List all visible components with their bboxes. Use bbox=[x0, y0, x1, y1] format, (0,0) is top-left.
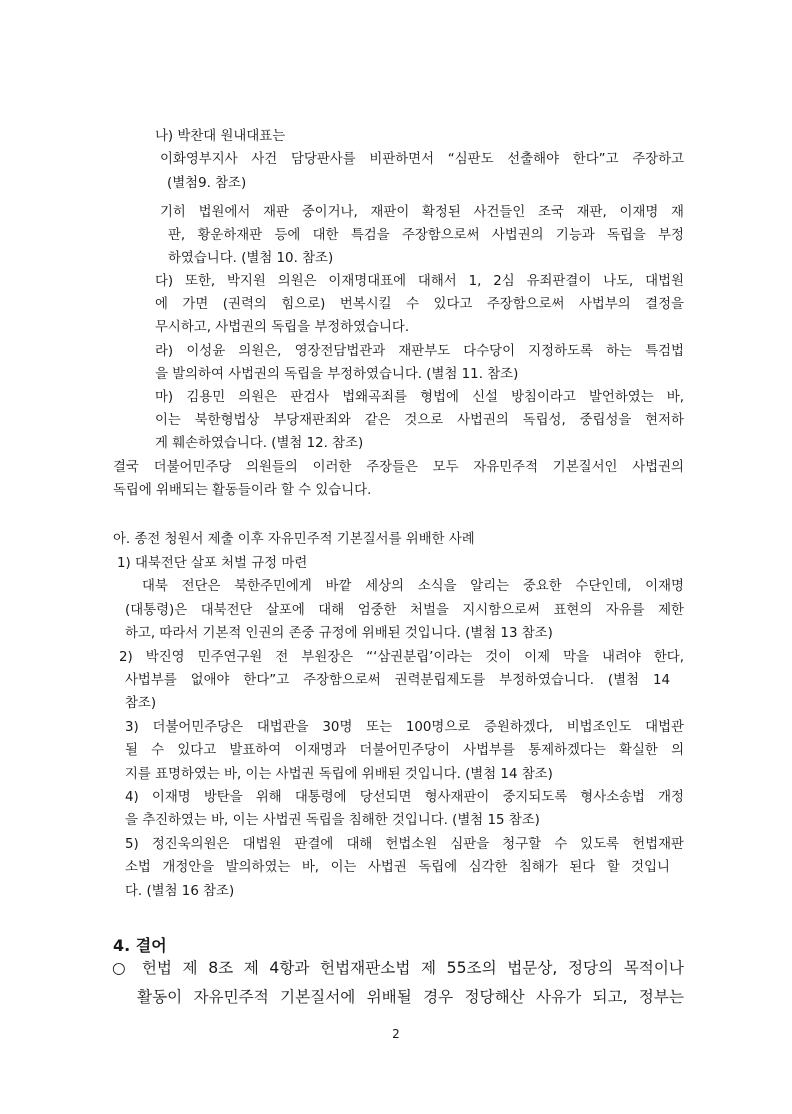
paragraph-line: 나) 박찬대 원내대표는 bbox=[155, 129, 286, 144]
paragraph-line: 5) 정진욱의원은 대법원 판결에 대해 헌법소원 심판을 청구할 수 있도록 헌법재판 bbox=[125, 837, 684, 852]
paragraph-line: ○ 헌법 제 8조 제 4항과 헌법재판소법 제 55조의 법문상, 정당의 목적이나 bbox=[112, 959, 684, 977]
list-item-heading: 1) 대북전단 살포 처벌 규정 마련 bbox=[117, 556, 308, 571]
paragraph-line: 활동이 자유민주적 기본질서에 위배될 경우 정당해산 사유가 되고, 정부는 bbox=[137, 988, 684, 1006]
paragraph-line: 지를 표명하였는 바, 이는 사법권 독립에 위배된 것입니다. (별첨 14 참조) bbox=[125, 767, 553, 782]
section-title: 아. 종전 청원서 제출 이후 자유민주적 기본질서를 위배한 사례 bbox=[113, 532, 475, 547]
paragraph-line: (대통령)은 대북전단 살포에 대해 엄중한 처벌을 지시함으로써 표현의 자유를 제한 bbox=[125, 603, 684, 618]
paragraph-line: 마) 김용민 의원은 판검사 법왜곡죄를 형법에 신설 방침이라고 발언하였는 바, bbox=[155, 390, 684, 405]
paragraph-line: 결국 더불어민주당 의원들의 이러한 주장들은 모두 자유민주적 기본질서인 사법권의 bbox=[113, 460, 684, 475]
paragraph-line: 을 추진하였는 바, 이는 사법권 독립을 침해한 것입니다. (별첨 15 참조) bbox=[125, 813, 540, 828]
paragraph-line: 판, 황운하재판 등에 대한 특검을 주장함으로써 사법권의 기능과 독립을 부정 bbox=[168, 228, 684, 243]
paragraph-line: 다) 또한, 박지원 의원은 이재명대표에 대해서 1, 2심 유죄판결이 나도, 대법원 bbox=[155, 274, 684, 289]
paragraph-line: 게 훼손하였습니다. (별첨 12. 참조) bbox=[155, 436, 364, 451]
page-number: 2 bbox=[392, 1027, 400, 1041]
paragraph-line: 사법부를 없애야 한다”고 주장함으로써 권력분립제도를 부정하였습니다. (별첨 14 bbox=[125, 673, 670, 688]
paragraph-line: 라) 이성윤 의원은, 영장전담법관과 재판부도 다수당이 지정하도록 하는 특검법 bbox=[155, 344, 684, 359]
paragraph-line: 하고, 따라서 기본적 인권의 존중 규정에 위배된 것입니다. (별첨 13 참조) bbox=[125, 626, 553, 641]
paragraph-line: 2) 박진영 민주연구원 전 부원장은 “‘삼권분립’이라는 것이 이제 막을 내려야 한다, bbox=[119, 650, 684, 665]
paragraph-line: (별첨9. 참조) bbox=[167, 176, 247, 191]
section-heading: 4. 결어 bbox=[113, 936, 167, 955]
paragraph-line: 을 발의하여 사법권의 독립을 부정하였습니다. (별첨 11. 참조) bbox=[155, 367, 519, 382]
paragraph-line: 4) 이재명 방탄을 위해 대통령에 당선되면 형사재판이 중지되도록 형사소송법 개정 bbox=[125, 790, 684, 805]
paragraph-line: 이는 북한형법상 부당재판죄와 같은 것으로 사법권의 독립성, 중립성을 현저하 bbox=[155, 413, 684, 428]
paragraph-line: 대북 전단은 북한주민에게 바깥 세상의 소식을 알리는 중요한 수단인데, 이재명 bbox=[142, 579, 684, 594]
paragraph-line: 에 가면 (권력의 힘으로) 번복시킬 수 있다고 주장함으로써 사법부의 결정을 bbox=[155, 297, 684, 312]
paragraph-line: 독립에 위배되는 활동들이라 할 수 있습니다. bbox=[113, 483, 372, 498]
paragraph-line: 3) 더불어민주당은 대법관을 30명 또는 100명으로 증원하겠다, 비법조인도 대법관 bbox=[125, 720, 684, 735]
paragraph-line: 기히 법원에서 재판 중이거나, 재판이 확정된 사건들인 조국 재판, 이재명 재 bbox=[160, 205, 684, 220]
paragraph-line: 이화영부지사 사건 담당판사를 비판하면서 “심판도 선출해야 한다”고 주장하고 bbox=[160, 152, 684, 167]
paragraph-line: 하였습니다. (별첨 10. 참조) bbox=[168, 251, 334, 266]
paragraph-line: 소법 개정안을 발의하였는 바, 이는 사법권 독립에 심각한 침해가 된다 할 것입니 bbox=[125, 860, 670, 875]
paragraph-line: 무시하고, 사법권의 독립을 부정하였습니다. bbox=[155, 320, 410, 335]
paragraph-line: 참조) bbox=[125, 696, 157, 711]
paragraph-line: 될 수 있다고 발표하여 이재명과 더불어민주당이 사법부를 통제하겠다는 확실한 의 bbox=[125, 743, 684, 758]
paragraph-line: 다. (별첨 16 참조) bbox=[125, 884, 235, 899]
